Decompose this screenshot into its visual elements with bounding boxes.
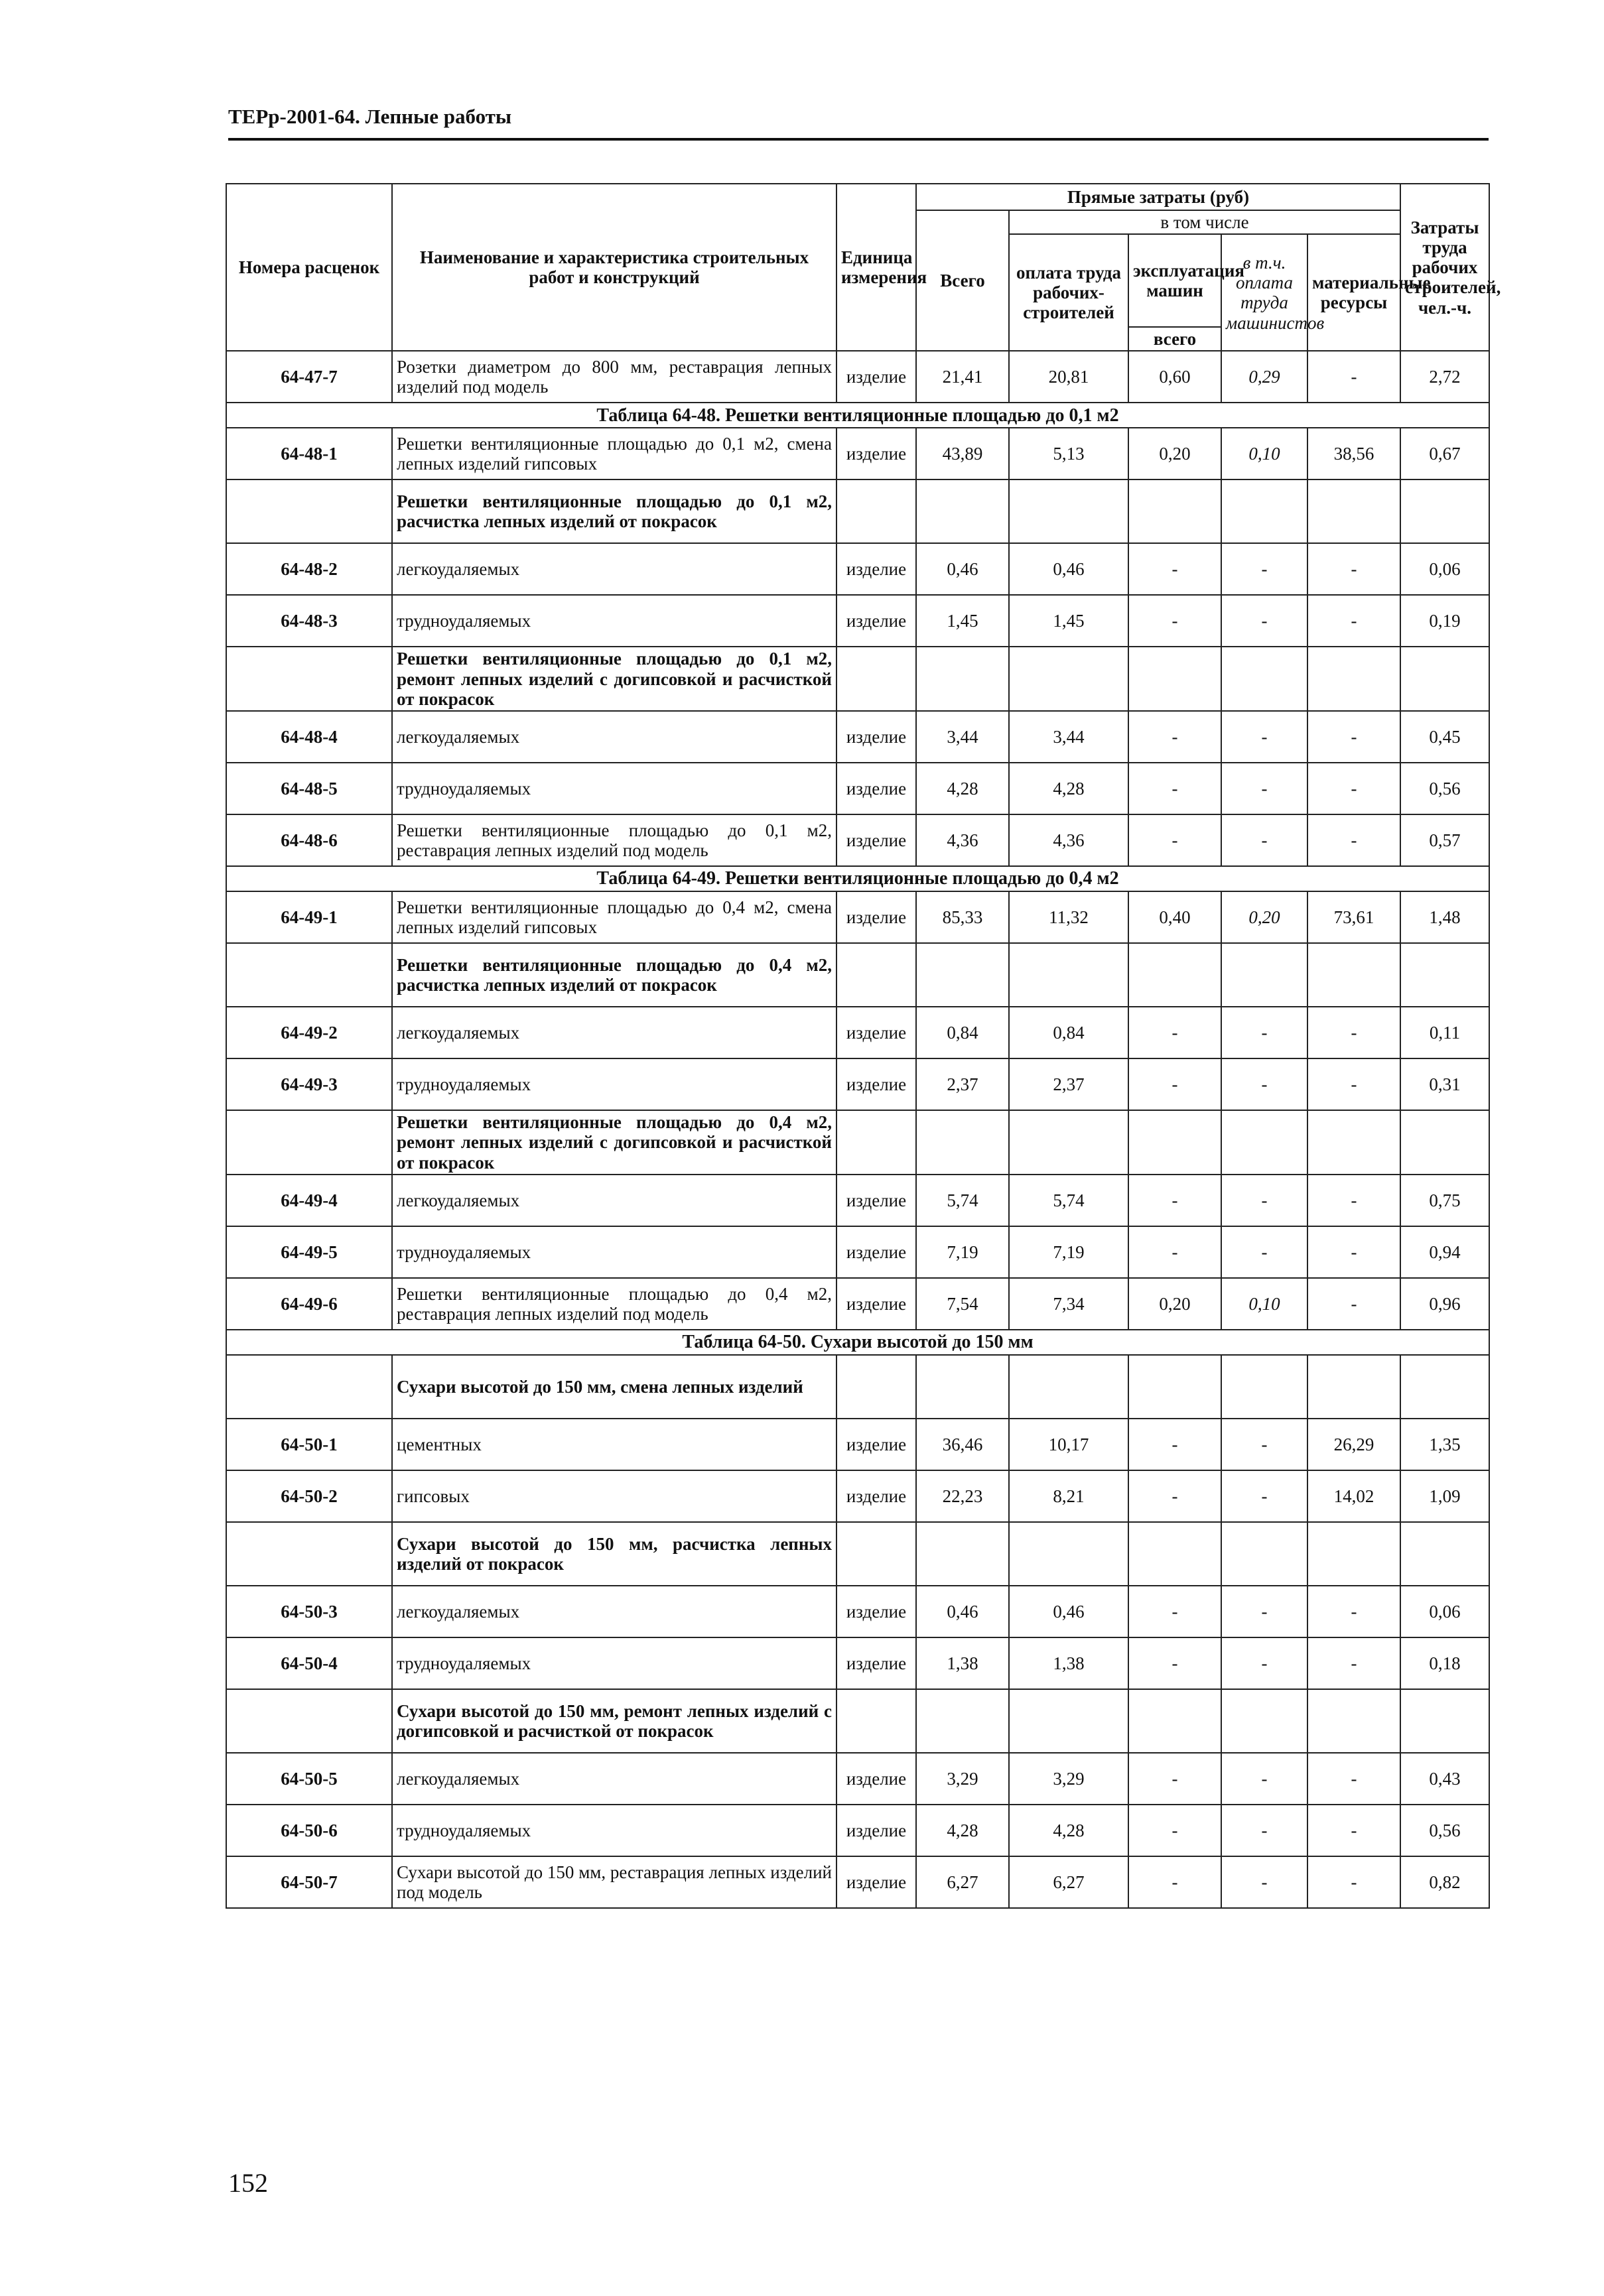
group-row [226,1522,1489,1586]
row-code: 64-50-2 [226,1470,392,1522]
row-machinist-wages: - [1221,711,1307,763]
row-wages: 11,32 [1009,891,1128,943]
row-total: 4,28 [916,763,1009,814]
row-machinist-wages: - [1221,543,1307,595]
row-machines: - [1128,1637,1221,1689]
group-title: Сухари высотой до 150 мм, расчистка лепных изделий от покрасок [392,1522,836,1586]
row-materials: 38,56 [1307,428,1400,479]
row-labor: 0,67 [1400,428,1489,479]
row-labor: 2,72 [1400,351,1489,403]
row-machinist-wages: 0,10 [1221,428,1307,479]
row-name: легкоудаляемых [392,543,836,595]
row-machines: 0,60 [1128,351,1221,403]
row-machines: - [1128,711,1221,763]
empty-cell [1128,647,1221,711]
table-row [226,543,1489,595]
row-wages: 7,19 [1009,1226,1128,1278]
row-unit: изделие [836,1419,916,1470]
row-unit: изделие [836,1586,916,1637]
row-code-empty [226,647,392,711]
row-wages: 4,28 [1009,1805,1128,1856]
row-materials: - [1307,711,1400,763]
row-labor: 1,35 [1400,1419,1489,1470]
empty-cell [1128,1522,1221,1586]
row-code: 64-50-3 [226,1586,392,1637]
row-unit: изделие [836,1805,916,1856]
empty-cell [1400,943,1489,1007]
row-total: 3,44 [916,711,1009,763]
table-row [226,1278,1489,1330]
empty-cell [1400,1522,1489,1586]
row-labor: 0,43 [1400,1753,1489,1805]
row-unit: изделие [836,1753,916,1805]
row-machines: - [1128,1586,1221,1637]
row-wages: 0,84 [1009,1007,1128,1058]
row-unit: изделие [836,1856,916,1908]
row-name: трудноудаляемых [392,1805,836,1856]
row-machines: - [1128,1470,1221,1522]
page-header-title: ТЕРр-2001-64. Лепные работы [228,105,512,128]
header-code: Номера расценок [226,184,392,351]
table-row [226,1058,1489,1110]
row-machines: 0,20 [1128,428,1221,479]
row-unit: изделие [836,1007,916,1058]
row-wages: 0,46 [1009,1586,1128,1637]
empty-cell [916,1355,1009,1419]
empty-cell [1221,647,1307,711]
empty-cell [1307,1689,1400,1753]
group-title: Решетки вентиляционные площадью до 0,4 м2, ремонт лепных изделий с догипсовкой и расчисткой от покрасок [392,1110,836,1175]
empty-cell [1307,943,1400,1007]
empty-cell [836,479,916,543]
row-code-empty [226,1522,392,1586]
row-code: 64-47-7 [226,351,392,403]
row-machinist-wages: - [1221,595,1307,647]
row-machinist-wages: - [1221,763,1307,814]
row-machinist-wages: - [1221,1058,1307,1110]
row-unit: изделие [836,351,916,403]
header-name: Наименование и характеристика строительных работ и конструкций [392,184,836,351]
row-code: 64-50-4 [226,1637,392,1689]
row-code: 64-49-1 [226,891,392,943]
table-row [226,1753,1489,1805]
row-unit: изделие [836,1226,916,1278]
row-name: трудноудаляемых [392,1058,836,1110]
row-labor: 1,48 [1400,891,1489,943]
group-title: Сухари высотой до 150 мм, смена лепных изделий [392,1355,836,1419]
row-machinist-wages: - [1221,1856,1307,1908]
table-body [226,351,1489,1907]
row-code: 64-50-1 [226,1419,392,1470]
row-wages: 1,38 [1009,1637,1128,1689]
row-total: 22,23 [916,1470,1009,1522]
empty-cell [1128,1689,1221,1753]
row-materials: - [1307,1175,1400,1226]
row-unit: изделие [836,814,916,866]
row-total: 5,74 [916,1175,1009,1226]
table-row [226,1637,1489,1689]
row-total: 85,33 [916,891,1009,943]
header-machines: эксплуатация машин [1128,234,1221,327]
row-materials: 26,29 [1307,1419,1400,1470]
row-code: 64-49-6 [226,1278,392,1330]
row-materials: 73,61 [1307,891,1400,943]
table-row [226,763,1489,814]
row-unit: изделие [836,891,916,943]
row-code: 64-50-7 [226,1856,392,1908]
row-machinist-wages: 0,29 [1221,351,1307,403]
empty-cell [916,943,1009,1007]
row-labor: 0,45 [1400,711,1489,763]
row-code: 64-49-2 [226,1007,392,1058]
row-code-empty [226,1355,392,1419]
row-wages: 4,36 [1009,814,1128,866]
row-wages: 2,37 [1009,1058,1128,1110]
empty-cell [1400,479,1489,543]
empty-cell [1307,1522,1400,1586]
empty-cell [1128,1110,1221,1175]
row-code: 64-48-4 [226,711,392,763]
header-total: Всего [916,210,1009,351]
section-title-row [226,866,1489,891]
empty-cell [916,1110,1009,1175]
row-total: 0,46 [916,1586,1009,1637]
row-machines: - [1128,1419,1221,1470]
row-machinist-wages: - [1221,1637,1307,1689]
group-title: Решетки вентиляционные площадью до 0,1 м2, расчистка лепных изделий от покрасок [392,479,836,543]
row-materials: - [1307,814,1400,866]
row-machinist-wages: - [1221,1753,1307,1805]
row-materials: - [1307,1278,1400,1330]
table-row [226,428,1489,479]
row-unit: изделие [836,1175,916,1226]
row-materials: - [1307,763,1400,814]
header-machines-total: всего [1128,327,1221,351]
header-machinist-wages: в т.ч. оплата труда машинистов [1221,234,1307,351]
row-materials: - [1307,595,1400,647]
row-labor: 0,19 [1400,595,1489,647]
empty-cell [1128,1355,1221,1419]
row-name: Решетки вентиляционные площадью до 0,4 м2, реставрация лепных изделий под модель [392,1278,836,1330]
row-machines: - [1128,763,1221,814]
row-name: легкоудаляемых [392,711,836,763]
row-unit: изделие [836,1278,916,1330]
row-wages: 3,29 [1009,1753,1128,1805]
row-machines: 0,20 [1128,1278,1221,1330]
row-unit: изделие [836,711,916,763]
row-total: 4,28 [916,1805,1009,1856]
group-row [226,1110,1489,1175]
group-row [226,1689,1489,1753]
row-machines: - [1128,1753,1221,1805]
empty-cell [1009,943,1128,1007]
row-name: Решетки вентиляционные площадью до 0,1 м2, смена лепных изделий гипсовых [392,428,836,479]
empty-cell [836,1355,916,1419]
group-row [226,647,1489,711]
empty-cell [1009,647,1128,711]
empty-cell [1009,1522,1128,1586]
row-labor: 0,56 [1400,1805,1489,1856]
table-row [226,891,1489,943]
empty-cell [1307,1110,1400,1175]
row-total: 21,41 [916,351,1009,403]
empty-cell [916,647,1009,711]
empty-cell [1400,647,1489,711]
empty-cell [916,479,1009,543]
page-number: 152 [228,2168,268,2198]
row-machinist-wages: - [1221,814,1307,866]
row-machinist-wages: 0,20 [1221,891,1307,943]
row-machinist-wages: - [1221,1586,1307,1637]
group-row [226,479,1489,543]
row-labor: 0,11 [1400,1007,1489,1058]
row-labor: 0,82 [1400,1856,1489,1908]
empty-cell [836,647,916,711]
table-row [226,351,1489,403]
empty-cell [1307,479,1400,543]
row-machines: - [1128,1856,1221,1908]
empty-cell [916,1689,1009,1753]
rates-table [226,183,1501,1909]
row-total: 6,27 [916,1856,1009,1908]
section-title: Таблица 64-48. Решетки вентиляционные площадью до 0,1 м2 [226,403,1489,428]
empty-cell [1221,1110,1307,1175]
empty-cell [1128,943,1221,1007]
row-machines: - [1128,1226,1221,1278]
table-row [226,711,1489,763]
section-title-row [226,403,1489,428]
row-name: Решетки вентиляционные площадью до 0,4 м2, смена лепных изделий гипсовых [392,891,836,943]
row-machines: - [1128,543,1221,595]
empty-cell [916,1522,1009,1586]
row-code: 64-48-1 [226,428,392,479]
header-unit: Единица измерения [836,184,916,351]
table-row [226,814,1489,866]
empty-cell [1400,1110,1489,1175]
group-title: Сухари высотой до 150 мм, ремонт лепных изделий с догипсовкой и расчисткой от покрасок [392,1689,836,1753]
row-machinist-wages: - [1221,1805,1307,1856]
row-name: трудноудаляемых [392,1226,836,1278]
row-name: Решетки вентиляционные площадью до 0,1 м2, реставрация лепных изделий под модель [392,814,836,866]
empty-cell [1009,1355,1128,1419]
row-unit: изделие [836,1470,916,1522]
row-materials: - [1307,1007,1400,1058]
empty-cell [1307,1355,1400,1419]
row-wages: 4,28 [1009,763,1128,814]
row-machinist-wages: - [1221,1470,1307,1522]
row-name: легкоудаляемых [392,1007,836,1058]
row-machines: - [1128,595,1221,647]
row-total: 2,37 [916,1058,1009,1110]
header-wages: оплата труда рабочих-строителей [1009,234,1128,351]
table-row [226,1175,1489,1226]
empty-cell [1221,1355,1307,1419]
row-labor: 0,56 [1400,763,1489,814]
header-direct-costs: Прямые затраты (руб) [916,184,1400,210]
header-materials: материальные ресурсы [1307,234,1400,351]
row-materials: - [1307,1586,1400,1637]
empty-cell [1009,479,1128,543]
empty-cell [836,1522,916,1586]
row-name: легкоудаляемых [392,1175,836,1226]
row-machinist-wages: - [1221,1007,1307,1058]
row-materials: - [1307,1637,1400,1689]
row-total: 7,19 [916,1226,1009,1278]
row-code: 64-48-3 [226,595,392,647]
group-row [226,1355,1489,1419]
empty-cell [1009,1689,1128,1753]
row-machines: - [1128,1175,1221,1226]
table-row [226,1419,1489,1470]
group-title: Решетки вентиляционные площадью до 0,4 м2, расчистка лепных изделий от покрасок [392,943,836,1007]
empty-cell [1400,1689,1489,1753]
empty-cell [1221,479,1307,543]
row-unit: изделие [836,428,916,479]
row-materials: - [1307,1753,1400,1805]
row-machines: 0,40 [1128,891,1221,943]
row-wages: 0,46 [1009,543,1128,595]
row-name: Сухари высотой до 150 мм, реставрация лепных изделий под модель [392,1856,836,1908]
table-row [226,1856,1489,1908]
row-wages: 3,44 [1009,711,1128,763]
row-labor: 0,75 [1400,1175,1489,1226]
row-machinist-wages: 0,10 [1221,1278,1307,1330]
row-code: 64-48-2 [226,543,392,595]
row-total: 0,84 [916,1007,1009,1058]
row-total: 4,36 [916,814,1009,866]
row-name: трудноудаляемых [392,763,836,814]
header-labor: Затраты труда рабочих строителей, чел.-ч. [1400,184,1489,351]
group-title: Решетки вентиляционные площадью до 0,1 м2, ремонт лепных изделий с догипсовкой и расчисткой от покрасок [392,647,836,711]
row-code: 64-48-5 [226,763,392,814]
empty-cell [1009,1110,1128,1175]
row-code-empty [226,1110,392,1175]
row-labor: 1,09 [1400,1470,1489,1522]
row-materials: - [1307,543,1400,595]
row-wages: 5,74 [1009,1175,1128,1226]
row-name: гипсовых [392,1470,836,1522]
row-name: легкоудаляемых [392,1586,836,1637]
row-materials: - [1307,351,1400,403]
empty-cell [1221,1522,1307,1586]
row-total: 3,29 [916,1753,1009,1805]
row-wages: 20,81 [1009,351,1128,403]
row-code-empty [226,1689,392,1753]
row-code: 64-49-3 [226,1058,392,1110]
row-wages: 1,45 [1009,595,1128,647]
empty-cell [1128,479,1221,543]
row-wages: 5,13 [1009,428,1128,479]
row-code: 64-49-5 [226,1226,392,1278]
row-machinist-wages: - [1221,1419,1307,1470]
row-labor: 0,96 [1400,1278,1489,1330]
row-wages: 8,21 [1009,1470,1128,1522]
row-labor: 0,06 [1400,543,1489,595]
empty-cell [1400,1355,1489,1419]
row-machines: - [1128,1058,1221,1110]
table-row [226,1007,1489,1058]
row-total: 36,46 [916,1419,1009,1470]
table-row [226,1470,1489,1522]
row-total: 1,38 [916,1637,1009,1689]
row-materials: 14,02 [1307,1470,1400,1522]
row-machines: - [1128,1805,1221,1856]
section-title: Таблица 64-49. Решетки вентиляционные площадью до 0,4 м2 [226,866,1489,891]
row-name: цементных [392,1419,836,1470]
row-labor: 0,94 [1400,1226,1489,1278]
row-labor: 0,57 [1400,814,1489,866]
header-including: в том числе [1009,210,1400,234]
section-title-row [226,1330,1489,1355]
row-total: 7,54 [916,1278,1009,1330]
row-wages: 7,34 [1009,1278,1128,1330]
row-materials: - [1307,1058,1400,1110]
row-unit: изделие [836,543,916,595]
row-machines: - [1128,814,1221,866]
row-machines: - [1128,1007,1221,1058]
row-total: 43,89 [916,428,1009,479]
row-code: 64-50-5 [226,1753,392,1805]
row-machinist-wages: - [1221,1226,1307,1278]
row-labor: 0,18 [1400,1637,1489,1689]
row-name: трудноудаляемых [392,595,836,647]
table-row [226,595,1489,647]
row-unit: изделие [836,763,916,814]
row-code: 64-50-6 [226,1805,392,1856]
table-row [226,1586,1489,1637]
row-name: трудноудаляемых [392,1637,836,1689]
row-materials: - [1307,1856,1400,1908]
row-labor: 0,31 [1400,1058,1489,1110]
row-materials: - [1307,1226,1400,1278]
row-machinist-wages: - [1221,1175,1307,1226]
empty-cell [836,943,916,1007]
row-code: 64-48-6 [226,814,392,866]
row-total: 1,45 [916,595,1009,647]
section-title: Таблица 64-50. Сухари высотой до 150 мм [226,1330,1489,1355]
table-row [226,1226,1489,1278]
table-row [226,1805,1489,1856]
row-name: легкоудаляемых [392,1753,836,1805]
table-header [226,184,1501,351]
empty-cell [1221,943,1307,1007]
header-rule [228,138,1489,141]
empty-cell [836,1110,916,1175]
empty-cell [1307,647,1400,711]
row-total: 0,46 [916,543,1009,595]
row-wages: 6,27 [1009,1856,1128,1908]
row-labor: 0,06 [1400,1586,1489,1637]
row-code: 64-49-4 [226,1175,392,1226]
row-materials: - [1307,1805,1400,1856]
row-name: Розетки диаметром до 800 мм, реставрация лепных изделий под модель [392,351,836,403]
row-code-empty [226,479,392,543]
empty-cell [836,1689,916,1753]
row-unit: изделие [836,1637,916,1689]
row-wages: 10,17 [1009,1419,1128,1470]
empty-cell [1221,1689,1307,1753]
row-unit: изделие [836,595,916,647]
row-unit: изделие [836,1058,916,1110]
row-code-empty [226,943,392,1007]
group-row [226,943,1489,1007]
